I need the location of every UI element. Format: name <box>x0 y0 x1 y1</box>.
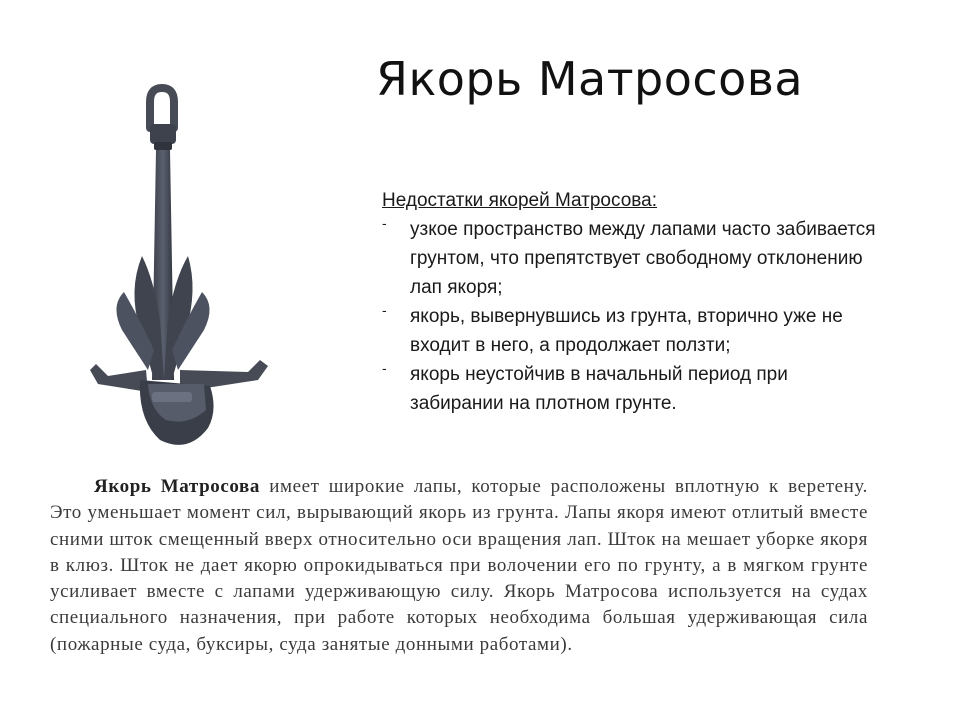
dash-bullet-icon: - <box>382 360 387 376</box>
drawbacks-heading: Недостатки якорей Матросова: <box>382 190 658 211</box>
dash-bullet-icon: - <box>382 302 387 318</box>
paragraph-bold-lead: Якорь Матросова <box>94 476 260 497</box>
drawback-item: - якорь, вывернувшись из грунта, вторично уже не входит в него, а продолжает ползти; <box>382 302 882 360</box>
drawback-item: - якорь неустойчив в начальный период при забирании на плотном грунте. <box>382 360 882 418</box>
paragraph-body: имеет широкие лапы, которые расположены вплотную к веретену. Это уменьшает момент сил, вырывающий якорь из грунта. Лапы якоря имеют отлитый вместе сними шток смещенный вверх относительно оси вращения лап. Шток на мешает уборке якоря в клюз. Шток не дает якорю опрокидываться при волочении его по грунту, а в мягком грунте усиливает вместе с лапами удерживающую силу. Якорь Матросова используется на судах специального назначения, при работе которых необходима большая удерживающая сила (пожарные суда, буксиры, суда занятые донными работами). <box>50 476 868 655</box>
dash-bullet-icon: - <box>382 215 387 231</box>
drawbacks-list <box>382 215 882 418</box>
scanned-description-paragraph <box>50 474 868 658</box>
slide-title: Якорь Матросова <box>376 52 804 106</box>
drawback-item: - узкое пространство между лапами часто забивается грунтом, что препятствует свободному отклонению лап якоря; <box>382 215 882 302</box>
drawbacks-block <box>382 186 882 418</box>
anchor-image <box>88 80 318 470</box>
